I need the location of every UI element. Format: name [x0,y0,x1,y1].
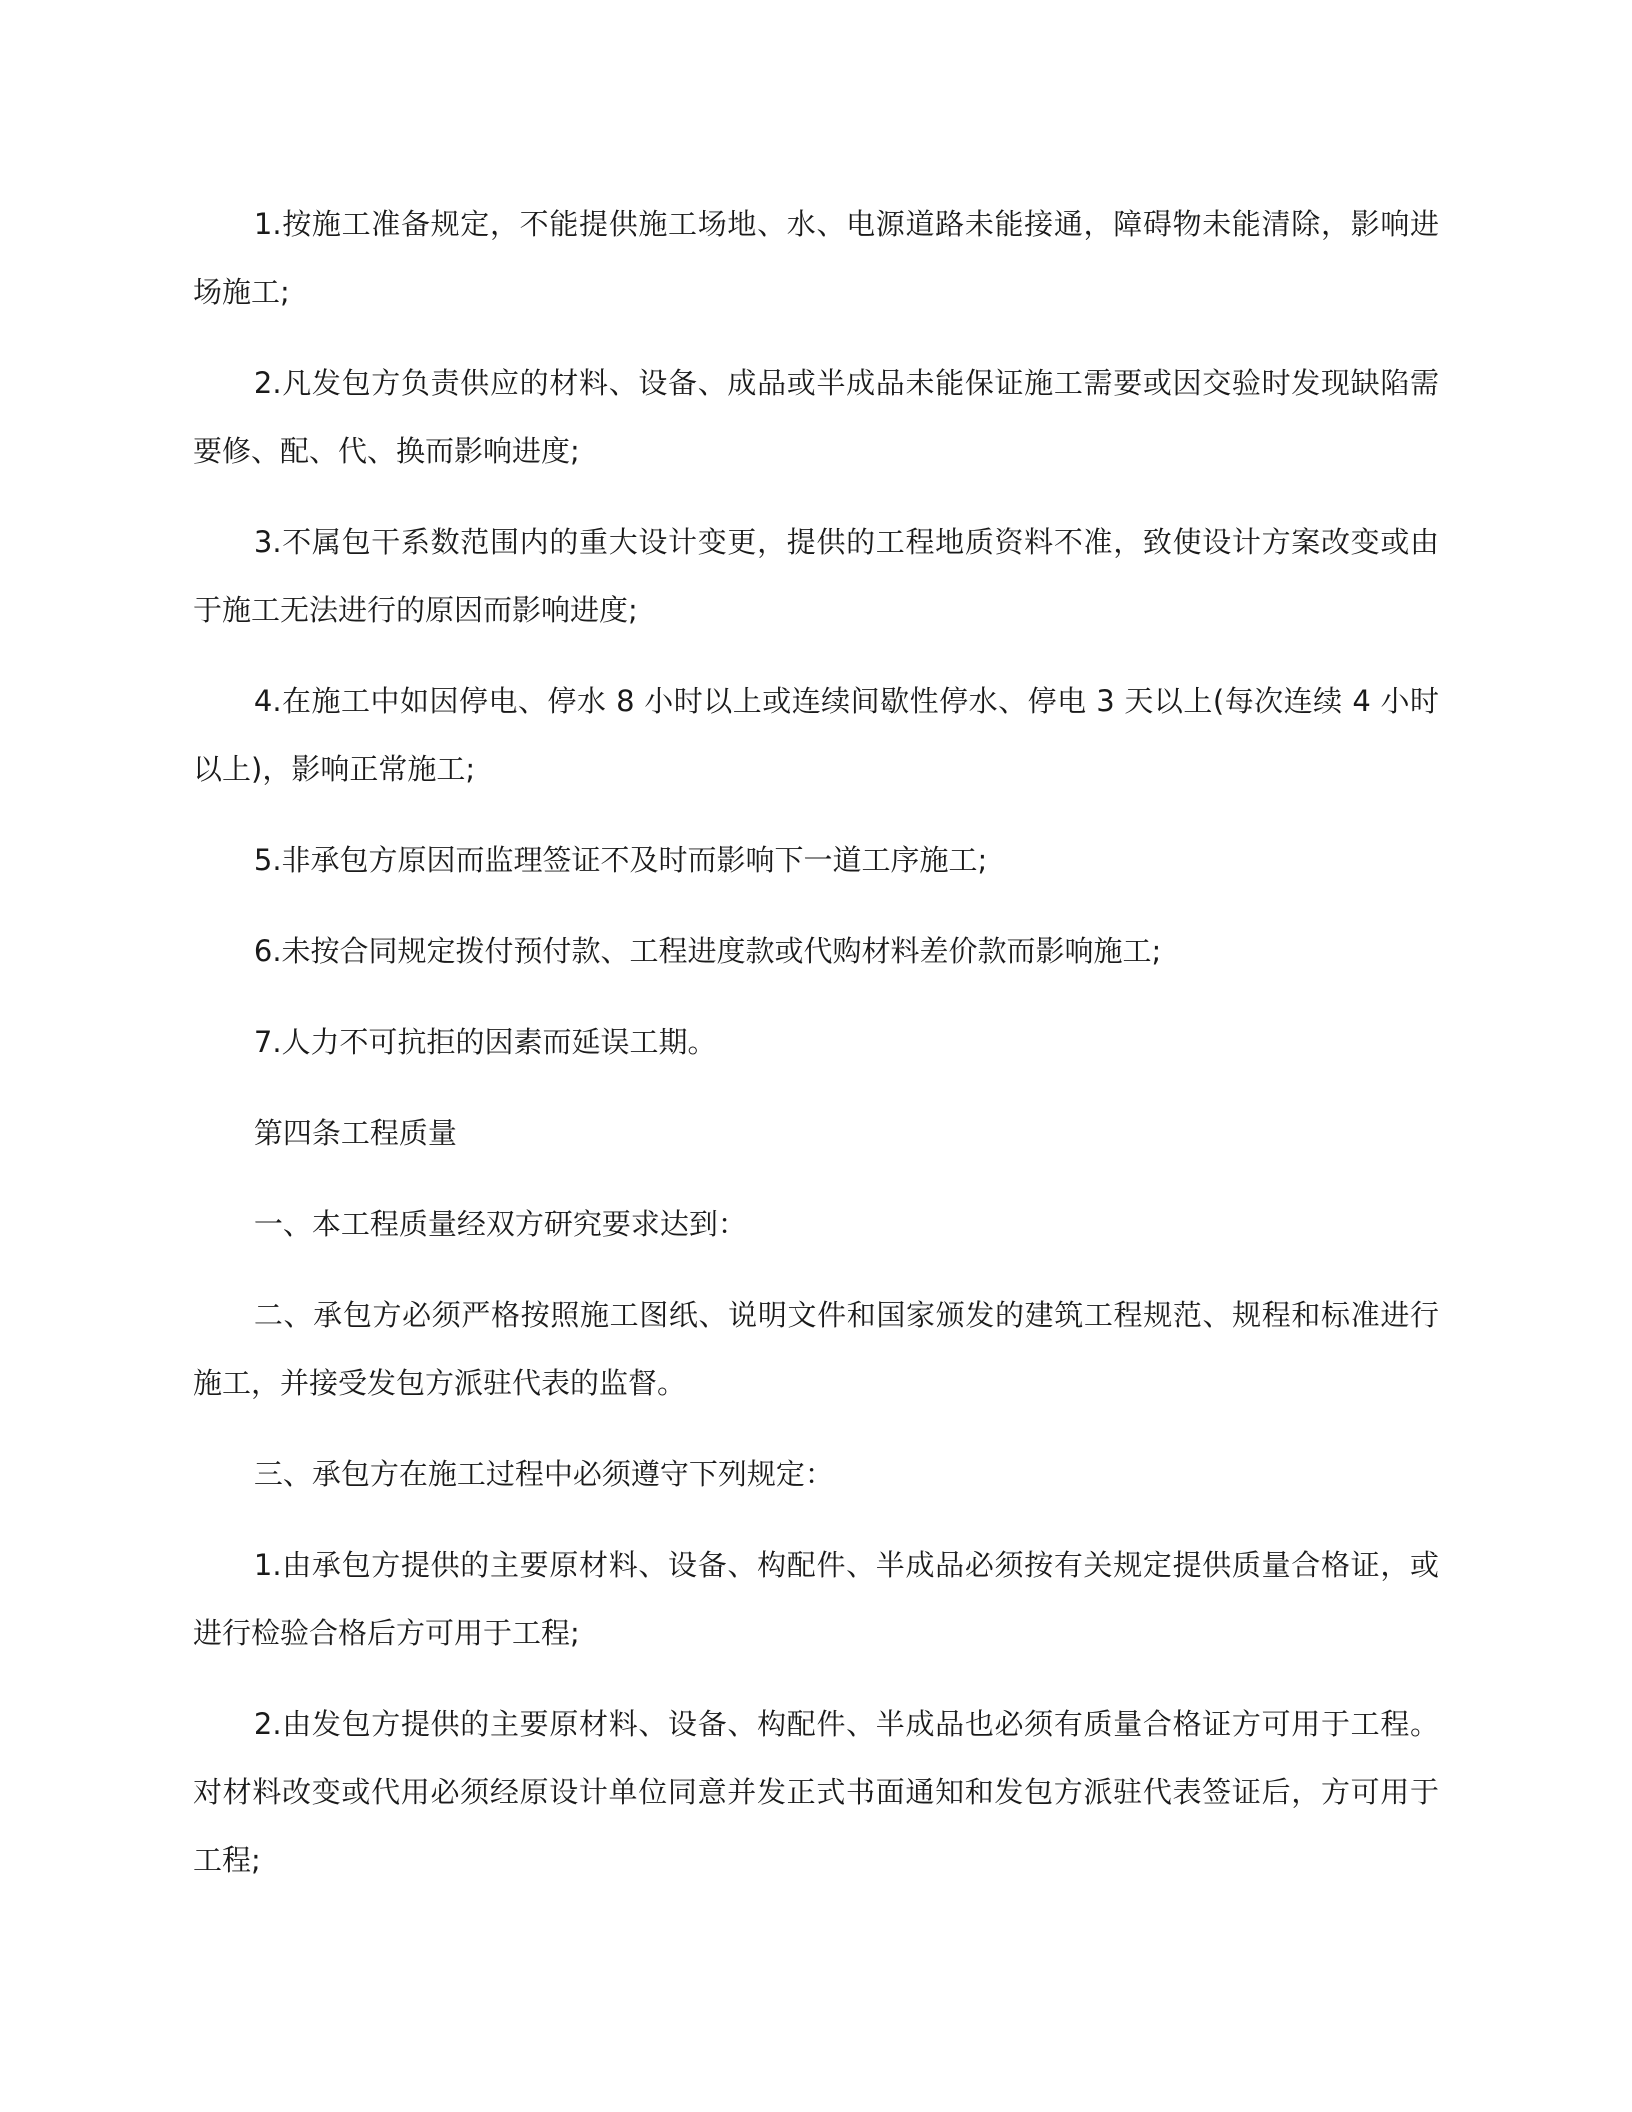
paragraph-delay-cause-6: 6.未按合同规定拨付预付款、工程进度款或代购材料差价款而影响施工; [253,934,1162,968]
section-heading-quality: 第四条工程质量 [253,1116,457,1150]
paragraph-delay-cause-2: 2.凡发包方负责供应的材料、设备、成品或半成品未能保证施工需要或因交验时发现缺陷需要修、配、代、换而影响进度; [193,366,1439,468]
paragraph-quality-3: 三、承包方在施工过程中必须遵守下列规定： [253,1457,834,1491]
paragraph-delay-cause-5: 5.非承包方原因而监理签证不及时而影响下一道工序施工; [253,843,988,877]
paragraph-delay-cause-3: 3.不属包干系数范围内的重大设计变更，提供的工程地质资料不准，致使设计方案改变或由于施工无法进行的原因而影响进度; [193,525,1439,627]
paragraph-rule-2: 2.由发包方提供的主要原材料、设备、构配件、半成品也必须有质量合格证方可用于工程。对材料改变或代用必须经原设计单位同意并发正式书面通知和发包方派驻代表签证后，方可用于工程; [193,1707,1439,1877]
paragraph-delay-cause-1: 1.按施工准备规定，不能提供施工场地、水、电源道路未能接通，障碍物未能清除，影响进场施工; [193,207,1439,309]
paragraph-quality-2: 二、承包方必须严格按照施工图纸、说明文件和国家颁发的建筑工程规范、规程和标准进行施工，并接受发包方派驻代表的监督。 [193,1298,1439,1400]
document-body [193,190,1439,1917]
paragraph-quality-1: 一、本工程质量经双方研究要求达到： [253,1207,747,1241]
paragraph-rule-1: 1.由承包方提供的主要原材料、设备、构配件、半成品必须按有关规定提供质量合格证，或进行检验合格后方可用于工程; [193,1548,1439,1650]
paragraph-delay-cause-4: 4.在施工中如因停电、停水 8 小时以上或连续间歇性停水、停电 3 天以上(每次连续 4 小时以上)，影响正常施工; [193,684,1439,786]
paragraph-delay-cause-7: 7.人力不可抗拒的因素而延误工期。 [253,1025,717,1059]
